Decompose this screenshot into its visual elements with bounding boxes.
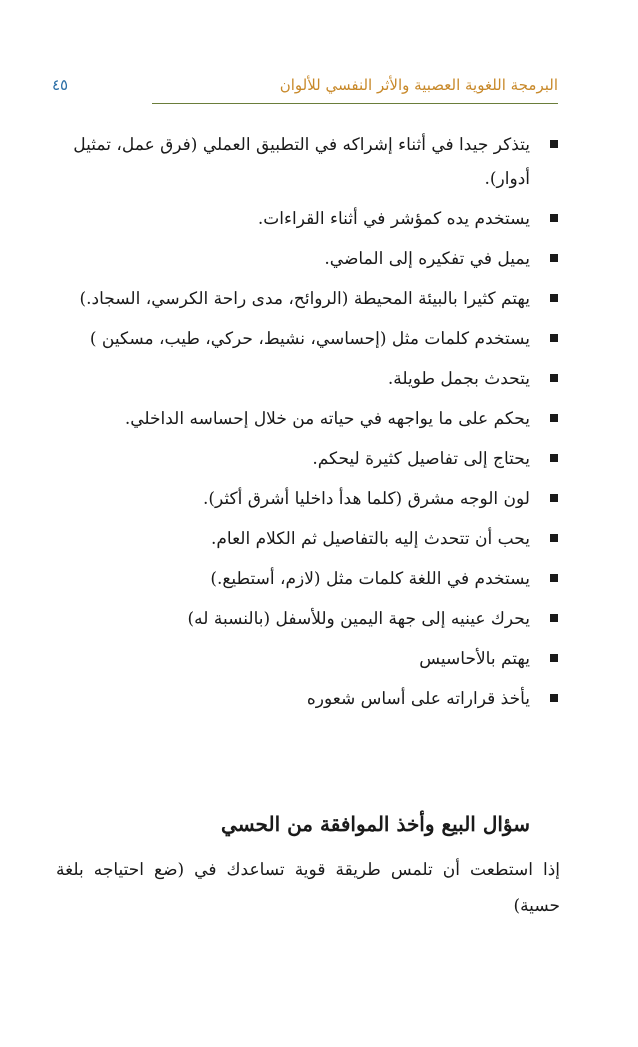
- list-item: [56, 482, 560, 516]
- square-bullet-icon: [550, 614, 558, 622]
- list-item-text: يحكم على ما يواجهه في حياته من خلال إحساسه الداخلي.: [124, 409, 530, 429]
- list-item-text: يستخدم كلمات مثل (إحساسي، نشيط، حركي، طيب، مسكين ): [89, 329, 530, 349]
- square-bullet-icon: [550, 214, 558, 222]
- list-item: [56, 282, 560, 316]
- running-title: البرمجة اللغوية العصبية والأثر النفسي للألوان: [279, 76, 558, 94]
- list-item: [56, 402, 560, 436]
- list-item: [56, 202, 560, 236]
- list-item: [56, 562, 560, 596]
- body-paragraph: إذا استطعت أن تلمس طريقة قوية تساعدك في (ضع احتياجه بلغة حسية): [56, 860, 560, 916]
- page-header: [52, 76, 558, 102]
- list-item: [56, 362, 560, 396]
- square-bullet-icon: [550, 454, 558, 462]
- square-bullet-icon: [550, 374, 558, 382]
- list-item: [56, 242, 560, 276]
- square-bullet-icon: [550, 254, 558, 262]
- list-item-text: يتذكر جيدا في أثناء إشراكه في التطبيق العملي (فرق عمل، تمثيل أدوار).: [73, 135, 530, 189]
- list-item: [56, 128, 560, 196]
- square-bullet-icon: [550, 294, 558, 302]
- section-heading: سؤال البيع وأخذ الموافقة من الحسي: [221, 812, 530, 836]
- list-item-text: يحرك عينيه إلى جهة اليمين وللأسفل (بالنسبة له): [187, 609, 530, 629]
- list-item-text: يستخدم في اللغة كلمات مثل (لازم، أستطيع.): [210, 569, 530, 589]
- list-item: [56, 522, 560, 556]
- list-item-text: يحب أن تتحدث إليه بالتفاصيل ثم الكلام العام.: [211, 529, 530, 549]
- list-item-text: يهتم بالأحاسيس: [419, 649, 530, 669]
- square-bullet-icon: [550, 140, 558, 148]
- list-item: [56, 642, 560, 676]
- square-bullet-icon: [550, 414, 558, 422]
- list-item-text: يستخدم يده كمؤشر في أثناء القراءات.: [257, 209, 530, 229]
- list-item-text: يتحدث بجمل طويلة.: [387, 369, 530, 389]
- square-bullet-icon: [550, 654, 558, 662]
- list-item: [56, 602, 560, 636]
- list-item-text: يأخذ قراراته على أساس شعوره: [306, 689, 530, 709]
- square-bullet-icon: [550, 494, 558, 502]
- page-number: ٤٥: [52, 76, 69, 94]
- bullet-list: [56, 128, 560, 722]
- header-rule: [152, 103, 558, 104]
- square-bullet-icon: [550, 694, 558, 702]
- square-bullet-icon: [550, 574, 558, 582]
- square-bullet-icon: [550, 334, 558, 342]
- list-item-text: يميل في تفكيره إلى الماضي.: [324, 249, 530, 269]
- list-item: [56, 322, 560, 356]
- list-item: [56, 682, 560, 716]
- square-bullet-icon: [550, 534, 558, 542]
- list-item: [56, 442, 560, 476]
- list-item-text: يهتم كثيرا بالبيئة المحيطة (الروائح، مدى راحة الكرسي، السجاد.): [79, 289, 530, 309]
- list-item-text: يحتاج إلى تفاصيل كثيرة ليحكم.: [312, 449, 530, 469]
- list-item-text: لون الوجه مشرق (كلما هدأ داخليا أشرق أكثر).: [202, 489, 530, 509]
